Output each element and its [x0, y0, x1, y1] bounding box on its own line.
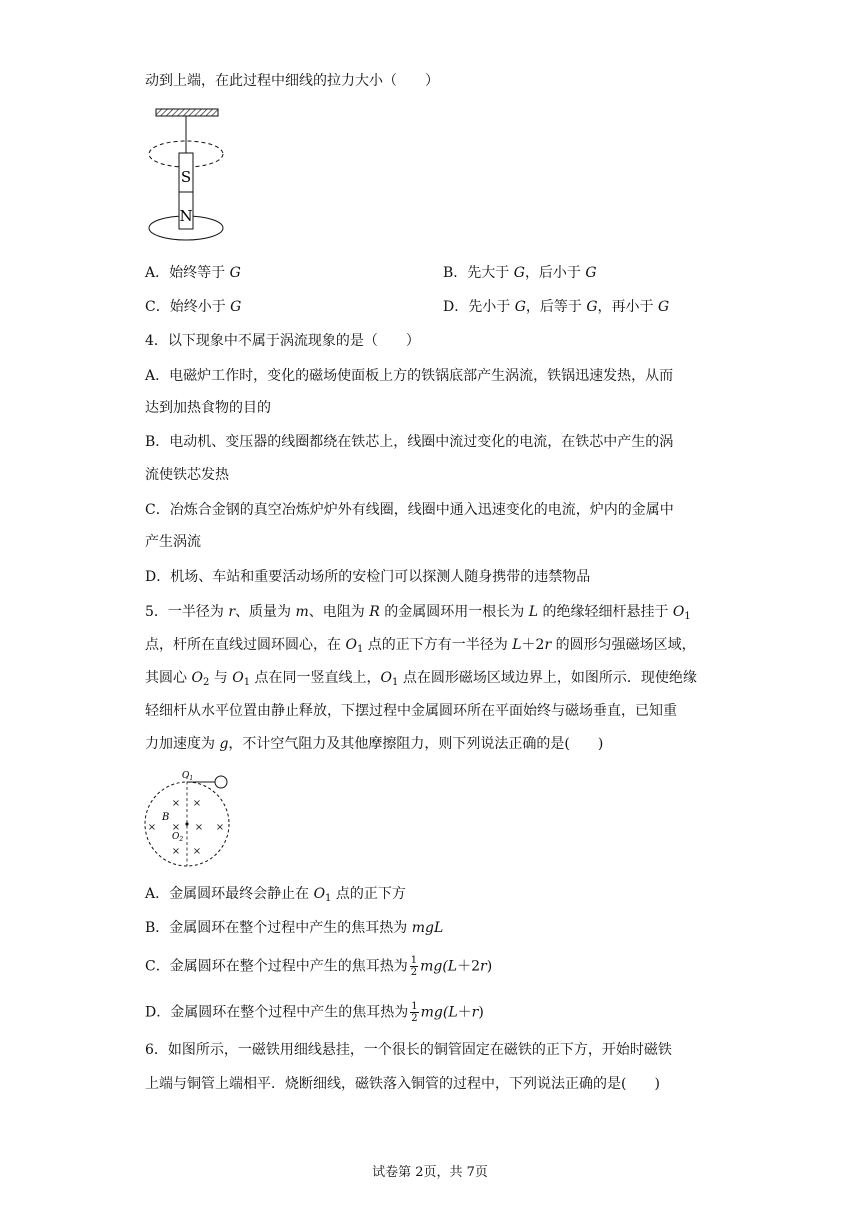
magnet-s-label: S [180, 168, 192, 186]
page-footer: 试卷第 2页，共 7页 [372, 1165, 488, 1180]
svg-text:×: × [192, 798, 202, 809]
q3-option-b[interactable]: B．先大于 G，后小于 G [443, 265, 597, 281]
q4-option-a-cont: 达到加热食物的目的 [145, 400, 271, 416]
fig-b-label: B [162, 812, 170, 823]
q6-line-1: 6．如图所示，一磁铁用细线悬挂，一个很长的铜管固定在磁铁的正下方，开始时磁铁 [145, 1042, 672, 1058]
q4-option-c[interactable]: C．冶炼合金钢的真空冶炼炉炉外有线圈，线圈中通入迅速变化的电流，炉内的金属中 [145, 502, 674, 518]
q4-option-a[interactable]: A．电磁炉工作时，变化的磁场使面板上方的铁锅底部产生涡流，铁锅迅速发热，从而 [145, 368, 674, 384]
q3-stem-tail: 动到上端，在此过程中细线的拉力大小（ ） [145, 73, 439, 89]
svg-text:×: × [147, 822, 157, 833]
q3-option-c[interactable]: C．始终小于 G [145, 299, 242, 315]
magnet-n-label: N [179, 207, 193, 225]
q5-line-3: 其圆心 $O_2$ 与 $O_1$ 点在同一竖直线上，$O_1$ 点在圆形磁场区域边界上，如图所示．现使绝缘 [145, 670, 697, 688]
q5-line-5: 力加速度为 g，不计空气阻力及其他摩擦阻力，则下列说法正确的是( ) [145, 736, 604, 752]
svg-text:×: × [171, 846, 181, 857]
q4-stem: 4．以下现象中不属于涡流现象的是（ ） [145, 333, 420, 349]
svg-text:×: × [192, 846, 202, 857]
figure-magnet [140, 102, 240, 242]
q4-option-c-cont: 产生涡流 [145, 534, 201, 550]
q5-line-1: 5．一半径为 r、质量为 m、电阻为 R 的金属圆环用一根长为 L 的绝缘轻细杆悬挂于 $O_1$ [145, 604, 691, 622]
q3-option-d[interactable]: D．先小于 G，后等于 G，再小于 G [443, 299, 670, 315]
q5-line-4: 轻细杆从水平位置由静止释放，下摆过程中金属圆环所在平面始终与磁场垂直，已知重 [145, 703, 677, 719]
q5-option-a[interactable]: A．金属圆环最终会静止在 $O_1$ 点的正下方 [145, 886, 406, 904]
q6-line-2: 上端与铜管上端相平．烧断细线，磁铁落入铜管的过程中，下列说法正确的是( ) [145, 1076, 660, 1092]
q3-option-a[interactable]: A．始终等于 G [145, 265, 241, 281]
svg-text:×: × [171, 822, 181, 833]
fig-o2-label: $O_2$ [172, 832, 184, 843]
q5-option-b[interactable]: B．金属圆环在整个过程中产生的焦耳热为 mgL [145, 920, 444, 936]
svg-text:×: × [171, 798, 181, 809]
q5-line-2: 点，杆所在直线过圆环圆心，在 $O_1$ 点的正下方有一半径为 L＋2r 的圆形匀强磁场区域， [145, 637, 696, 655]
svg-text:×: × [215, 822, 225, 833]
q4-option-d[interactable]: D．机场、车站和重要活动场所的安检门可以探测人随身携带的违禁物品 [145, 569, 591, 585]
figure-magnetic-field [140, 768, 240, 868]
fig-o1-label: $O_1$ [182, 771, 194, 782]
field-crosses [148, 798, 224, 857]
q4-option-b-cont: 流使铁芯发热 [145, 467, 229, 483]
q5-option-d[interactable]: D．金属圆环在整个过程中产生的焦耳热为 $\frac{1}{2}$ mg(L＋r) [145, 1001, 484, 1024]
q4-option-b[interactable]: B．电动机、变压器的线圈都绕在铁芯上，线圈中流过变化的电流，在铁芯中产生的涡 [145, 434, 674, 450]
svg-text:×: × [194, 822, 204, 833]
q5-option-c[interactable]: C．金属圆环在整个过程中产生的焦耳热为 $\frac{1}{2}$ mg(L＋2r) [145, 955, 493, 978]
